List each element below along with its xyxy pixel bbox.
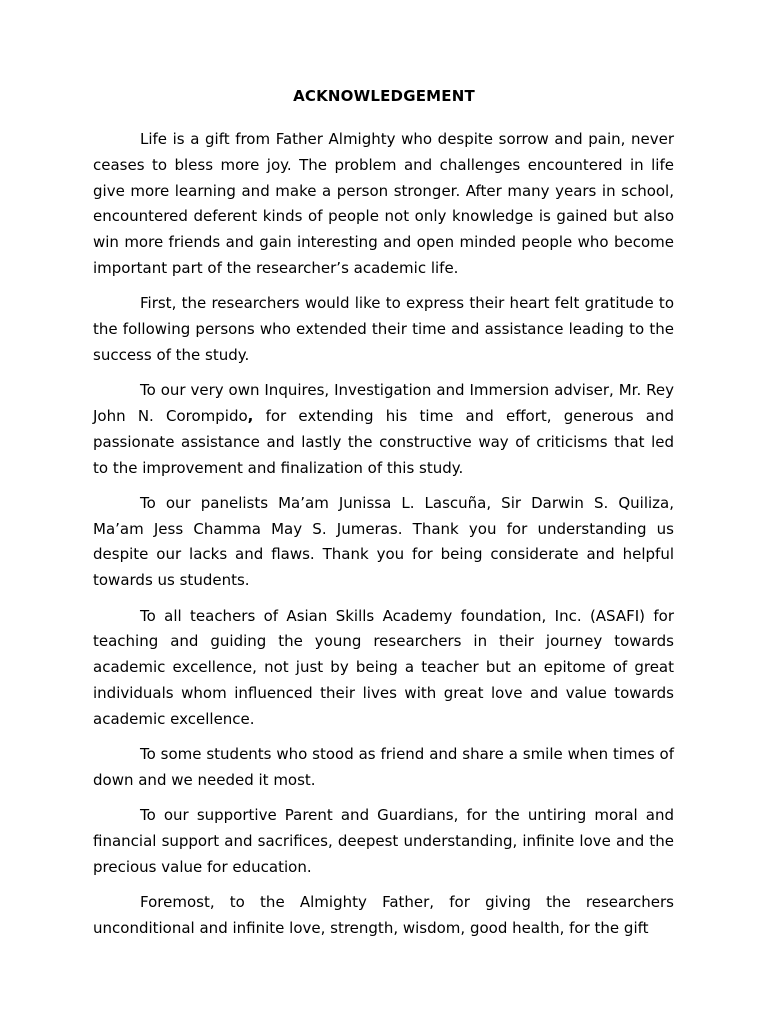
paragraph-gratitude-intro: First, the researchers would like to express their heart felt gratitude to the following persons who extended their time and assistance leading to the success of the study. <box>93 294 674 364</box>
paragraph-adviser: To our very own Inquires, Investigation and Immersion adviser, Mr. Rey John N. Corompido, for extending his time and effort, generous and passionate assistance and lastly the constructive way of criticisms that led to the improvement and finalization of this study. <box>93 381 674 477</box>
paragraph-teachers: To all teachers of Asian Skills Academy foundation, Inc. (ASAFI) for teaching and guiding the young researchers in their journey towards academic excellence, not just by being a teacher but an epitome of great individuals whom influenced their lives with great love and value towards academic excellence. <box>93 606 674 728</box>
paragraph-parents: To our supportive Parent and Guardians, for the untiring moral and financial support and sacrifices, deepest understanding, infinite love and the precious value for education. <box>93 806 674 876</box>
paragraph-almighty: Foremost, to the Almighty Father, for giving the researchers unconditional and infinite love, strength, wisdom, good health, for the gift <box>93 893 674 937</box>
bold-comma: , <box>247 406 254 425</box>
page-title: ACKNOWLEDGEMENT <box>293 87 475 105</box>
paragraph-panelists: To our panelists Ma’am Junissa L. Lascuña, Sir Darwin S. Quiliza, Ma’am Jess Chamma May S. Jumeras. Thank you for understanding us despite our lacks and flaws. Thank you for being considerate and helpful towards us students. <box>93 493 674 590</box>
paragraph-life-gift: Life is a gift from Father Almighty who despite sorrow and pain, never ceases to bless more joy. The problem and challenges encountered in life give more learning and make a person stronger. After many years in school, encountered deferent kinds of people not only knowledge is gained but also win more friends and gain interesting and open minded people who become important part of the researcher’s academic life. <box>93 130 674 277</box>
paragraph-students: To some students who stood as friend and share a smile when times of down and we needed it most. <box>93 745 674 789</box>
document-body <box>93 127 674 951</box>
